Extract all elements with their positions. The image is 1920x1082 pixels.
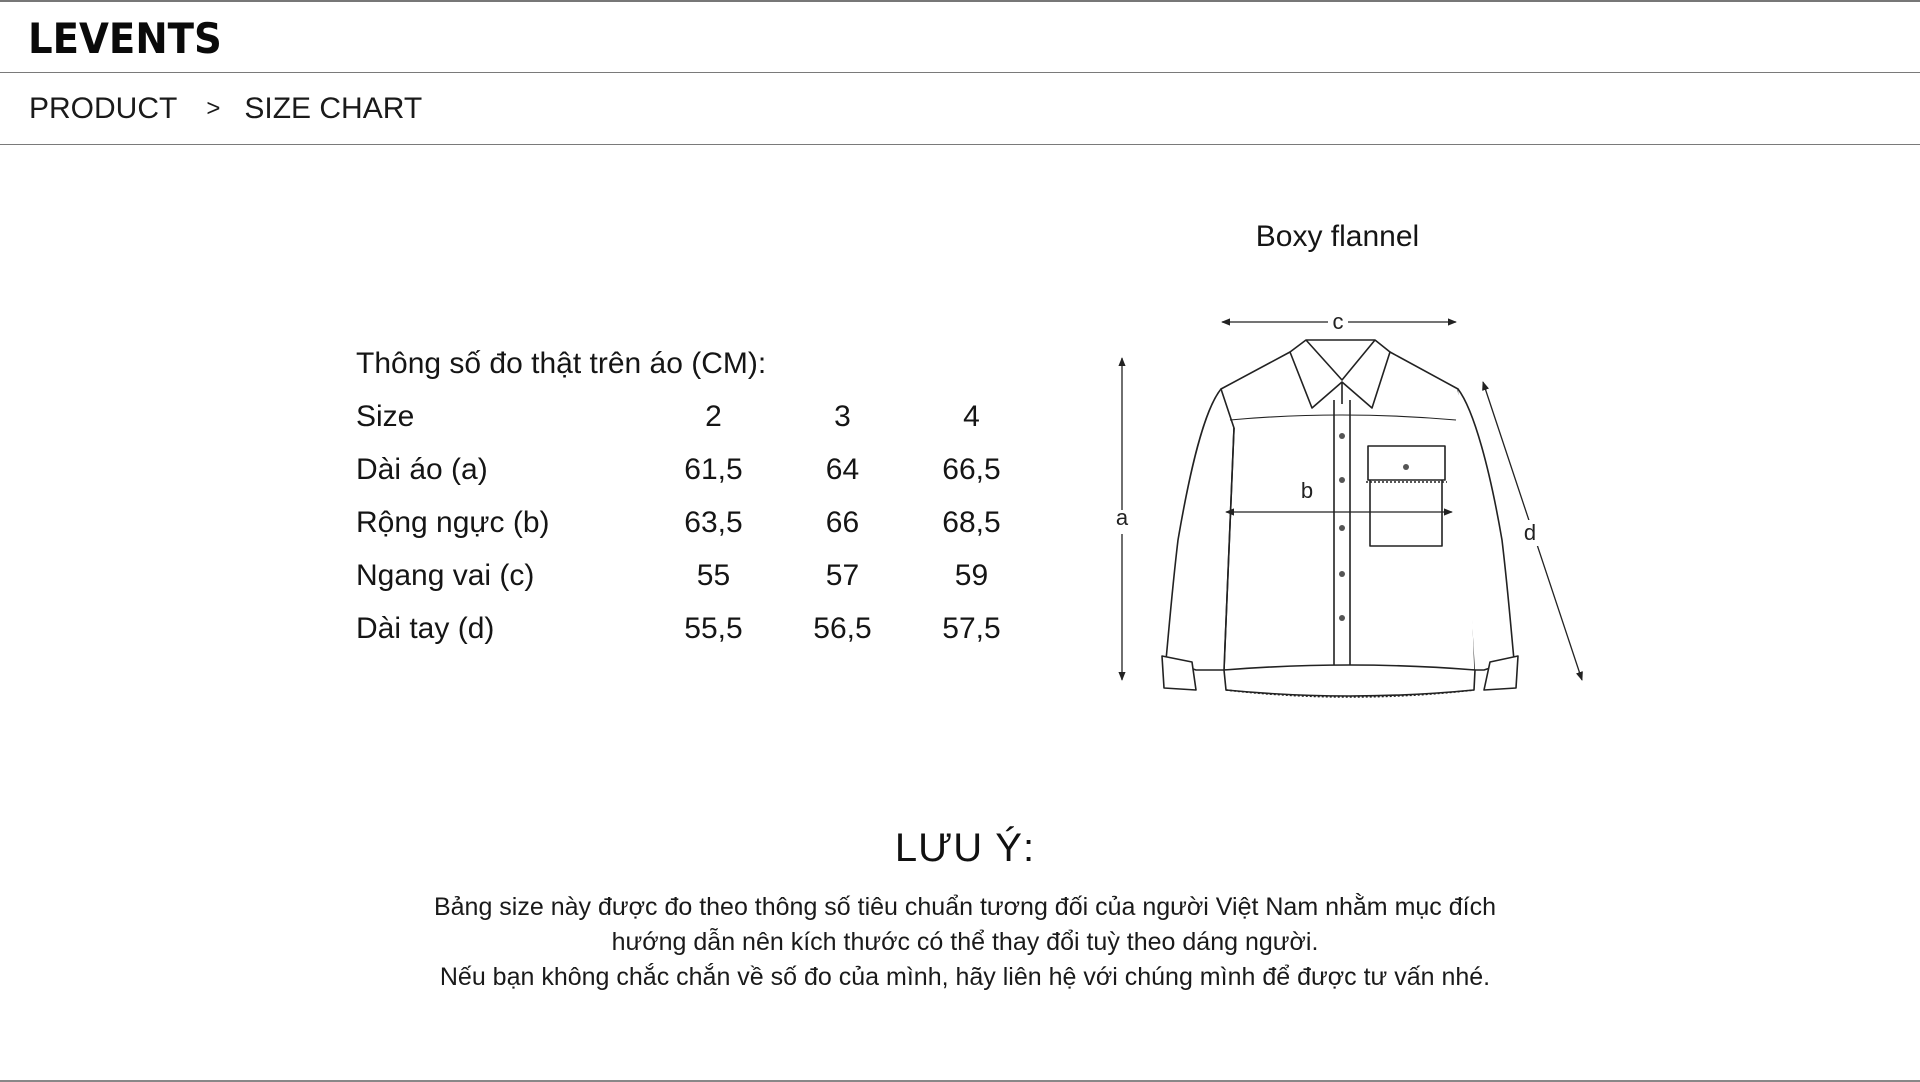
note-line: hướng dẫn nên kích thước có thể thay đổi tuỳ theo dáng người. (611, 928, 1319, 956)
table-cell: 56,5 (813, 612, 872, 645)
table-cell: 55,5 (684, 612, 743, 645)
table-cell: 59 (954, 559, 989, 592)
size-header-cell: 3 (834, 400, 851, 433)
shirt-outline (1162, 340, 1518, 697)
table-cell: 61,5 (684, 453, 743, 486)
brand-logo[interactable]: LEVENTS (28, 14, 222, 63)
measure-label-b: b (1300, 478, 1314, 503)
breadcrumb-product-link[interactable]: PRODUCT (29, 92, 178, 125)
row-label: Dài tay (d) (356, 612, 495, 645)
table-cell: 64 (825, 453, 860, 486)
table-cell: 55 (696, 559, 731, 592)
size-header-cell: 4 (963, 400, 980, 433)
row-label: Rộng ngực (b) (356, 506, 550, 539)
row-label: Dài áo (a) (356, 453, 488, 486)
table-cell: 57 (825, 559, 860, 592)
size-header-cell: 2 (705, 400, 722, 433)
table-cell: 63,5 (684, 506, 743, 539)
measure-label-c: c (1332, 309, 1344, 334)
table-row (356, 602, 1036, 655)
table-cell: 57,5 (942, 612, 1001, 645)
product-title: Boxy flannel (1255, 220, 1420, 253)
table-cell: 66,5 (942, 453, 1001, 486)
note-line: Bảng size này được đo theo thông số tiêu chuẩn tương đối của người Việt Nam nhằm mục đích (433, 893, 1497, 921)
size-table-header-row (356, 390, 1036, 443)
note-body (0, 890, 1920, 995)
measure-label-d: d (1523, 520, 1537, 545)
note-heading: LƯU Ý: (894, 826, 1036, 870)
table-row (356, 496, 1036, 549)
table-cell: 68,5 (942, 506, 1001, 539)
measure-label-a: a (1115, 505, 1129, 530)
note-line: Nếu bạn không chắc chắn về số đo của mình, hãy liên hệ với chúng mình để được tư vấn nhé. (439, 963, 1491, 991)
breadcrumb (0, 74, 1920, 145)
site-header (0, 2, 1920, 73)
size-table-caption: Thông số đo thật trên áo (CM): (356, 347, 767, 380)
table-row (356, 443, 1036, 496)
shirt-measurement-diagram (1100, 300, 1620, 710)
table-cell: 66 (825, 506, 860, 539)
row-label: Ngang vai (c) (356, 559, 535, 592)
size-table (356, 338, 1036, 655)
table-row (356, 549, 1036, 602)
breadcrumb-separator: > (206, 95, 221, 122)
breadcrumb-current-page: SIZE CHART (244, 92, 423, 125)
size-header-label: Size (356, 400, 415, 433)
